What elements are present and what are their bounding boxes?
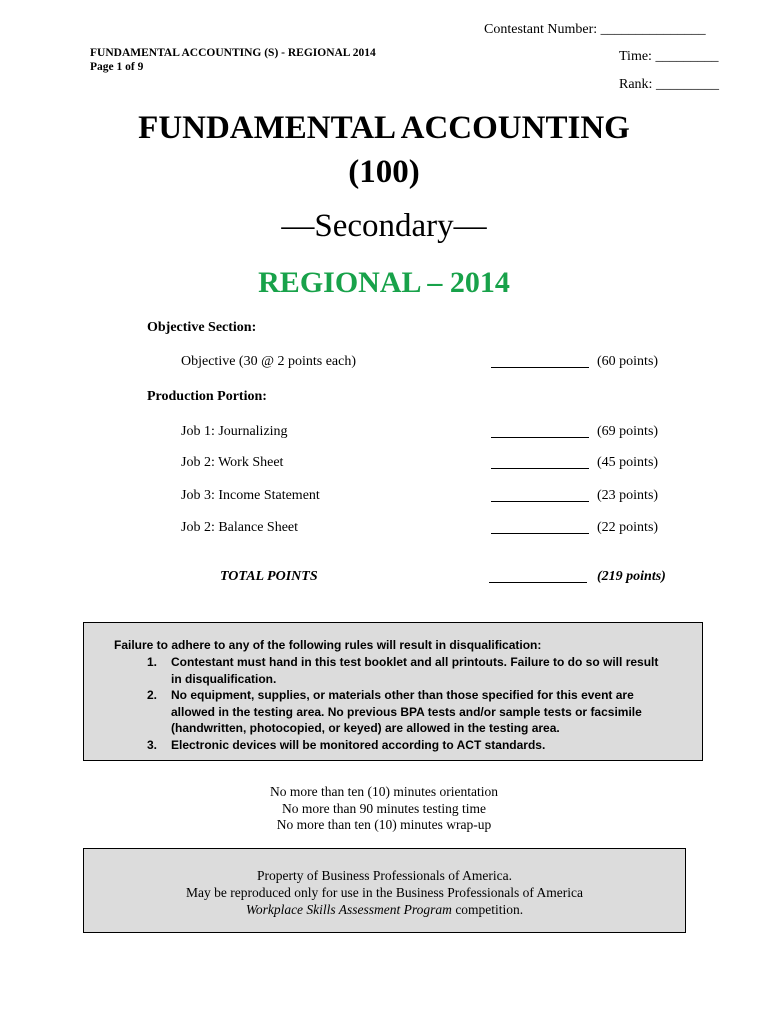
property-line: Property of Business Professionals of America. xyxy=(257,868,512,883)
program-name: Workplace Skills Assessment Program xyxy=(245,902,452,917)
rules-box xyxy=(83,622,703,761)
score-blank-line xyxy=(491,533,589,534)
rules-intro: Failure to adhere to any of the following rules will result in disqualification: xyxy=(114,638,542,652)
score-row-label: Job 3: Income Statement xyxy=(181,488,320,503)
score-row-points: (23 points) xyxy=(597,488,659,503)
total-points-label: TOTAL POINTS xyxy=(220,569,318,584)
rule-text: No equipment, supplies, or materials other than those specified for this event are allowed in the testing area. No previous BPA tests and/or sample tests or facsimile (handwritten, photocopied, or keyed) are allowed in the testing area. xyxy=(171,688,642,735)
time-field: Time: _________ xyxy=(619,49,719,64)
page-number: Page 1 of 9 xyxy=(90,61,144,73)
contestant-number-field: Contestant Number: _______________ xyxy=(484,22,706,37)
property-notice-box xyxy=(83,848,686,933)
document-title: FUNDAMENTAL ACCOUNTING xyxy=(138,110,630,146)
score-row-label: Objective (30 @ 2 points each) xyxy=(181,354,357,369)
score-row-label: Job 2: Balance Sheet xyxy=(181,520,299,535)
score-row xyxy=(0,488,768,506)
rule-number: 2. xyxy=(147,688,158,702)
division-subtitle: —Secondary— xyxy=(281,208,487,244)
score-row xyxy=(0,424,768,442)
rule-number: 3. xyxy=(147,737,158,752)
time-limits xyxy=(0,784,768,834)
rules-list xyxy=(147,654,661,753)
rule-item xyxy=(147,687,661,737)
rank-field: Rank: _________ xyxy=(619,77,719,92)
reproduction-line: May be reproduced only for use in the Business Professionals of America xyxy=(185,885,584,900)
score-row-points: (69 points) xyxy=(597,424,659,439)
score-blank-line xyxy=(491,501,589,502)
time-limit-line: No more than ten (10) minutes wrap-up xyxy=(276,817,492,832)
score-row-points: (45 points) xyxy=(597,455,659,470)
score-row xyxy=(0,520,768,538)
program-line xyxy=(84,901,685,918)
score-blank-line xyxy=(491,367,589,368)
score-row-label: Job 2: Work Sheet xyxy=(181,455,284,470)
event-code: (100) xyxy=(348,154,420,190)
score-blank-line xyxy=(489,582,587,583)
production-portion-heading: Production Portion: xyxy=(147,389,267,404)
score-row xyxy=(0,354,768,372)
page-header xyxy=(90,46,376,74)
objective-section-heading: Objective Section: xyxy=(147,320,257,335)
total-points-row xyxy=(0,569,768,587)
program-suffix: competition. xyxy=(451,902,524,917)
score-row xyxy=(0,455,768,473)
event-header-line: FUNDAMENTAL ACCOUNTING (S) - REGIONAL 2014 xyxy=(90,47,376,59)
score-row-points: (22 points) xyxy=(597,520,659,535)
rule-item xyxy=(147,654,661,687)
score-row-label: Job 1: Journalizing xyxy=(181,424,288,439)
score-blank-line xyxy=(491,468,589,469)
total-points-value: (219 points) xyxy=(597,569,666,584)
score-row-points: (60 points) xyxy=(597,354,659,369)
rule-text: Electronic devices will be monitored according to ACT standards. xyxy=(171,737,546,752)
regional-year-heading: REGIONAL – 2014 xyxy=(258,266,510,299)
time-limit-line: No more than ten (10) minutes orientation xyxy=(270,784,498,799)
rule-item xyxy=(147,737,661,754)
score-blank-line xyxy=(491,437,589,438)
time-limit-line: No more than 90 minutes testing time xyxy=(282,800,486,816)
rule-text: Contestant must hand in this test booklet and all printouts. Failure to do so will result in disqualification. xyxy=(171,655,659,686)
rule-number: 1. xyxy=(147,655,158,669)
